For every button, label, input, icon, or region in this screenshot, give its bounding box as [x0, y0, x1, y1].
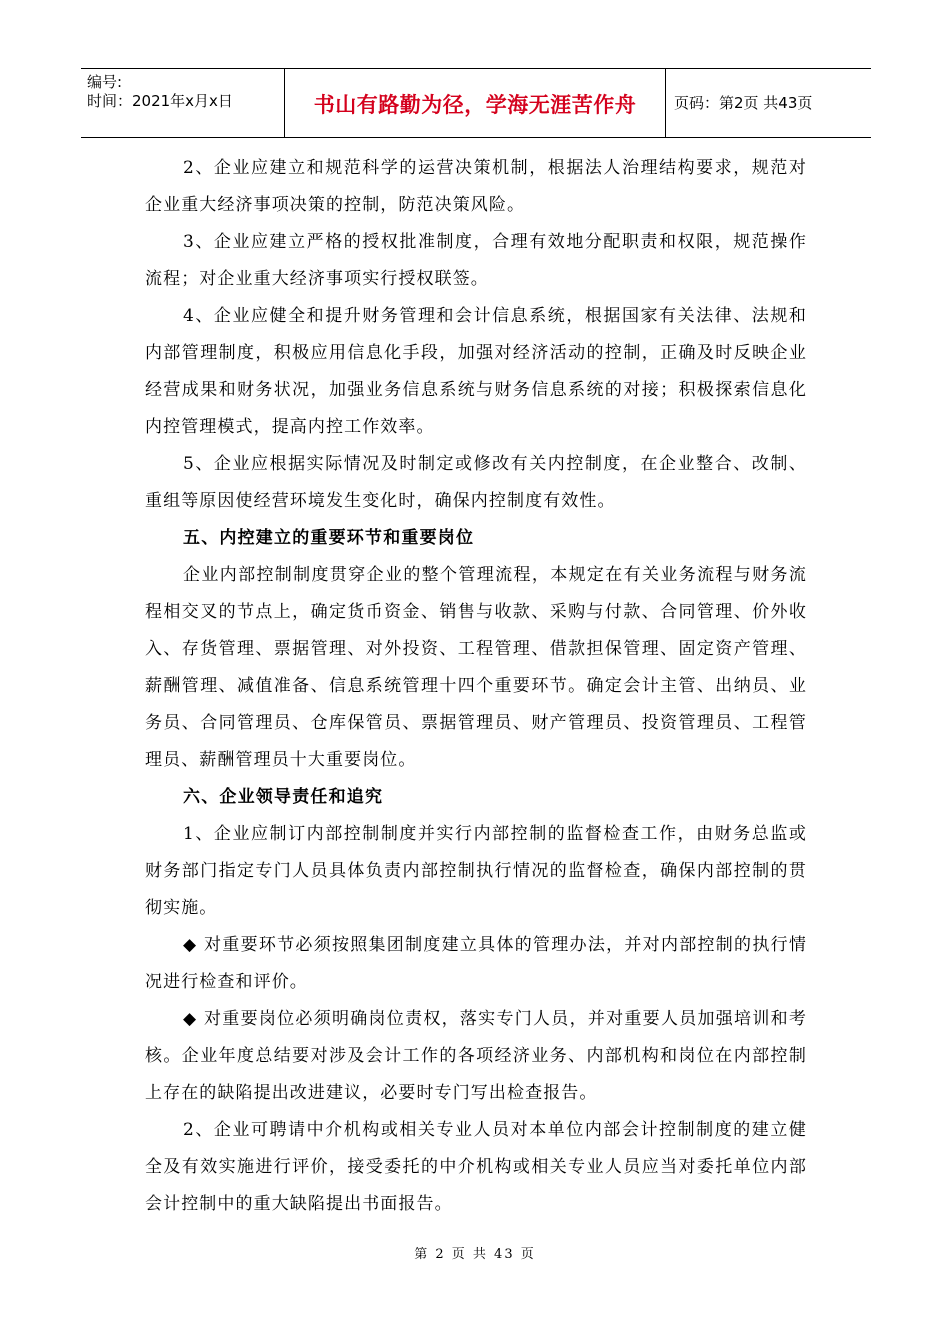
header-page-info: 页码：第2页 共43页 — [674, 94, 813, 112]
page-footer: 第 2 页 共 43 页 — [414, 1247, 536, 1262]
document-body — [145, 150, 807, 1223]
bullet-key-links: ◆ 对重要环节必须按照集团制度建立具体的管理办法，并对内部控制的执行情况进行检查和评价。 — [145, 935, 807, 992]
paragraph-item-2: 2、企业应建立和规范科学的运营决策机制，根据法人治理结构要求，规范对企业重大经济事项决策的控制，防范决策风险。 — [145, 158, 807, 215]
section-heading-5: 五、内控建立的重要环节和重要岗位 — [183, 528, 475, 548]
paragraph-item-1: 1、企业应制订内部控制制度并实行内部控制的监督检查工作，由财务总监或财务部门指定专门人员具体负责内部控制执行情况的监督检查，确保内部控制的贯彻实施。 — [145, 824, 807, 918]
section-heading-6: 六、企业领导责任和追究 — [183, 787, 384, 807]
header-slogan: 书山有路勤为径，学海无涯苦作舟 — [313, 93, 637, 117]
header-middle-cell — [285, 69, 666, 137]
header-right-cell — [666, 69, 871, 137]
paragraph-item-4: 4、企业应健全和提升财务管理和会计信息系统，根据国家有关法律、法规和内部管理制度，积极应用信息化手段，加强对经济活动的控制，正确及时反映企业经营成果和财务状况，加强业务信息系统与财务信息系统的对接；积极探索信息化内控管理模式，提高内控工作效率。 — [145, 306, 807, 437]
paragraph-item-5: 5、企业应根据实际情况及时制定或修改有关内控制度，在企业整合、改制、重组等原因使经营环境发生变化时，确保内控制度有效性。 — [145, 454, 807, 511]
paragraph-item-3: 3、企业应建立严格的授权批准制度，合理有效地分配职责和权限，规范操作流程；对企业重大经济事项实行授权联签。 — [145, 232, 807, 289]
document-date-label: 时间：2021年x月x日 — [87, 92, 233, 110]
paragraph-item-2-external: 2、企业可聘请中介机构或相关专业人员对本单位内部会计控制制度的建立健全及有效实施进行评价，接受委托的中介机构或相关专业人员应当对委托单位内部会计控制中的重大缺陷提出书面报告。 — [145, 1120, 807, 1214]
page-header — [81, 68, 871, 138]
document-number-label: 编号: — [87, 73, 123, 91]
header-left-cell — [81, 69, 285, 137]
bullet-key-posts: ◆ 对重要岗位必须明确岗位责权，落实专门人员，并对重要人员加强培训和考核。企业年度总结要对涉及会计工作的各项经济业务、内部机构和岗位在内部控制上存在的缺陷提出改进建议，必要时专门写出检查报告。 — [145, 1009, 807, 1103]
paragraph-key-links: 企业内部控制制度贯穿企业的整个管理流程，本规定在有关业务流程与财务流程相交叉的节点上，确定货币资金、销售与收款、采购与付款、合同管理、价外收入、存货管理、票据管理、对外投资、工程管理、借款担保管理、固定资产管理、薪酬管理、减值准备、信息系统管理十四个重要环节。确定会计主管、出纳员、业务员、合同管理员、仓库保管员、票据管理员、财产管理员、投资管理员、工程管理员、薪酬管理员十大重要岗位。 — [145, 565, 807, 770]
